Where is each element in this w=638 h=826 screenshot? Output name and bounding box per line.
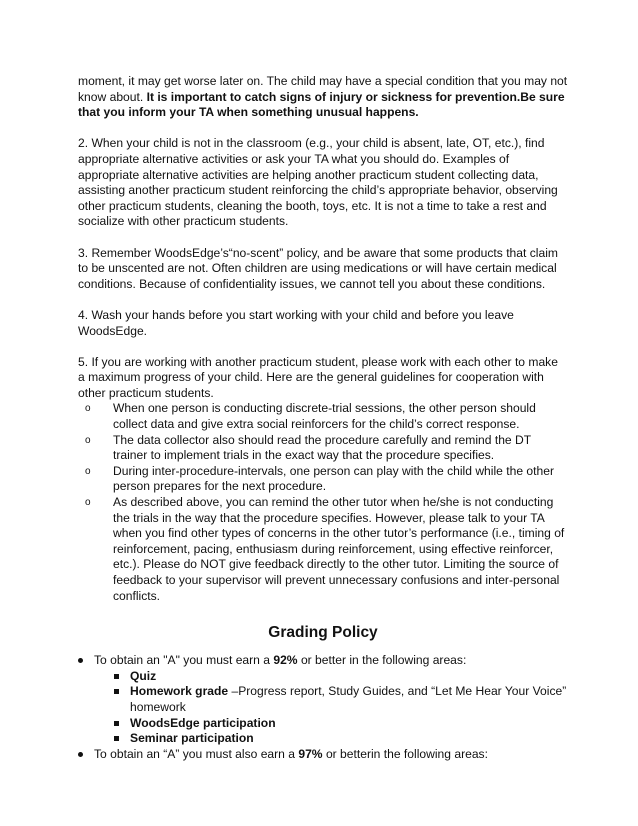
grading-list [78, 653, 568, 762]
list-item: WoodsEdge participation [94, 716, 568, 732]
square-bullet-icon [114, 736, 119, 741]
square-bullet-icon [114, 674, 119, 679]
paragraph-4: 4. Wash your hands before you start working with your child and before you leave WoodsEdge. [78, 307, 514, 338]
list-item: Seminar participation [94, 731, 568, 747]
paragraph-2: 2. When your child is not in the classroom (e.g., your child is absent, late, OT, etc.), find appropriate alternative activities or ask your TA what you should do. Examples of appropriate alternative activities are helping another practicum student collecting data, assisting another practicum student reinforcing the child’s appropriate behavior, observing other practicum students, cleaning the booth, toys, etc. It is not a time to take a rest and socialize with other practicum students. [78, 136, 558, 229]
list-item: Homework grade –Progress report, Study Guides, and “Let Me Hear Your Voice” homework [94, 684, 568, 715]
cooperation-guidelines-list [78, 401, 568, 604]
percent-97: 97% [298, 746, 323, 761]
list-item: o The data collector also should read the procedure carefully and remind the DT trainer to implement trials in the exact way that the procedure specifies. [85, 432, 531, 463]
intro-bold-text: It is important to catch signs of injury or sickness for prevention.Be sure that you inform your TA when something unusual happens. [78, 89, 565, 120]
list-marker: o [85, 497, 91, 509]
percent-92: 92% [273, 653, 298, 668]
grading-item-a-also: To obtain an “A” you must also earn a 97% or betterin the following areas: [78, 747, 568, 763]
grading-policy-heading: Grading Policy [268, 624, 378, 642]
grading-areas-list [94, 669, 568, 747]
intro-text: moment, it may get worse later on. The child may have a special condition that you may not know about. [78, 74, 568, 104]
paragraph-5: 5. If you are working with another practicum student, please work with each other to make a maximum progress of your child. Here are the general guidelines for cooperation with other practicum students. [78, 354, 558, 400]
bullet-icon [78, 658, 83, 663]
bullet-icon [78, 752, 83, 757]
list-marker: o [85, 434, 91, 446]
square-bullet-icon [114, 721, 119, 726]
square-bullet-icon [114, 689, 119, 694]
paragraph-3: 3. Remember WoodsEdge’s“no-scent” policy, and be aware that some products that claim to be unscented are not. Often children are using medications or will have certain medical conditions. Because of confidentiality issues, we cannot tell you about these conditions. [78, 245, 558, 291]
list-item: o When one person is conducting discrete-trial sessions, the other person should collect data and give extra social reinforcers for the child’s correct response. [85, 401, 536, 432]
list-item: Quiz [94, 669, 568, 685]
document-page [78, 74, 568, 762]
list-marker: o [85, 465, 91, 477]
intro-paragraph [78, 74, 568, 121]
list-marker: o [85, 403, 91, 415]
list-item: o As described above, you can remind the other tutor when he/she is not conducting the trials in the way that the procedure specifies. However, please talk to your TA when you find other types of concerns in the other tutor’s performance (i.e., timing of reinforcement, pacing, enthusiasm during reinforcement, using effective reinforcer, etc.). Please do NOT give feedback directly to the other tutor. Limiting the source of feedback to your supervisor will prevent unnecessary confusions and inter-personal conflicts. [85, 495, 565, 603]
grading-item-a: To obtain an "A" you must earn a 92% or better in the following areas: Quiz Homework grade –Progress report, Study Guides, and “Let Me Hear Your Voice” homework WoodsEdge participation Seminar participation [78, 653, 568, 747]
list-item: o During inter-procedure-intervals, one person can play with the child while the other person prepares for the next procedure. [85, 463, 554, 494]
